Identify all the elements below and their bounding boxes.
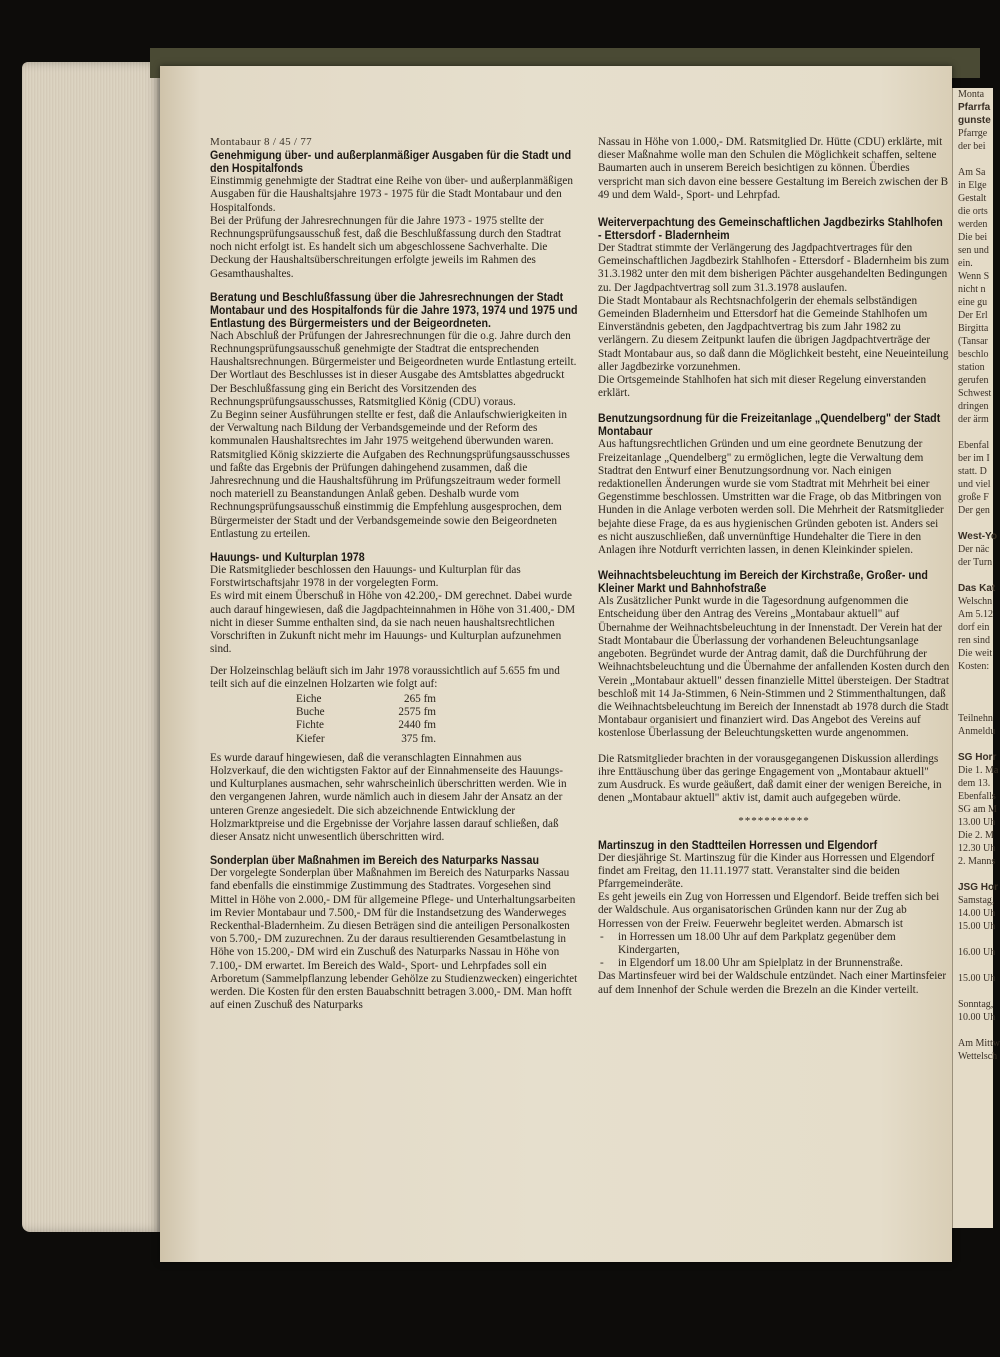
fragment-line: nicht n [958, 284, 986, 295]
paragraph: Der vorgelegte Sonderplan über Maßnahmen im Bereich des Naturparks Nassau fand ebenfalls die einstimmige Zustimmung des Stadtrates. Vorgesehen sind Mittel in Höhe von 2.000,- DM für allgemeine Pflege- und Unterhaltungsarbeiten im Revier Montabaur und 7.500,- DM für die Instandsetzung des Wanderweges Reckenthal-Bladernheim. Zu diesen Beträgen sind die anteiligen Personalkosten von 5.700,- DM zuzurechnen. Zu der daraus resultierenden Gesamtbelastung in Höhe von 15.200,- DM wird ein Zuschuß des Naturparks Nassau in Höhe von 7.100,- DM erwartet. Im Bereich des Wald-, Sport- und Lehrpfades soll ein Arboretum (Sammelpflanzung lebender Gehölze zu Studienzwecken) eingerichtet werden. Die Kosten für den ersten Bauabschnitt betragen 3.000,- DM. Man hofft auf einen Zuschuß des Naturparks [210, 867, 578, 1012]
paragraph: Der Beschlußfassung ging ein Bericht des Vorsitzenden des Rechnungsprüfungsausschusses, Ratsmitglied König (CDU) voraus. [210, 382, 516, 408]
paragraph: Es geht jeweils ein Zug von Horressen und Elgendorf. Beide treffen sich bei der Waldschule. Aus organisatorischen Gründen kann nur der Zug ab Horressen von der Freiw. Feuerwehr begleitet werden. Abmarsch ist [598, 891, 940, 930]
fragment-line [953, 985, 993, 998]
fragment-line: 2. Manns [958, 856, 996, 867]
section-weihnachtsbeleuchtung [598, 569, 950, 805]
section-genehmigung [210, 149, 580, 281]
fragment-line: Die 1. Ma [958, 765, 999, 776]
fragment-line: 15.00 Uh [958, 921, 996, 932]
adjacent-page-fragment [952, 88, 1000, 1228]
paragraph: Der Holzeinschlag beläuft sich im Jahr 1978 voraussichtlich auf 5.655 fm und teilt sich auf die einzelnen Holzarten wie folgt auf: [210, 664, 560, 690]
fragment-line: Das Kat [958, 583, 996, 594]
fragment-line [953, 699, 993, 712]
fragment-line: Schwest [958, 388, 992, 399]
fragment-line [953, 153, 993, 166]
fragment-line: 14.00 Uh [958, 908, 996, 919]
fragment-line: JSG Hor [958, 882, 999, 893]
section-heading: Beratung und Beschlußfassung über die Jahresrechnungen der Stadt Montabaur und des Hospitalfonds für die Jahre 1973, 1974 und 1975 und Entlastung des Bürgermeisters und der Beigeordneten. [210, 290, 578, 330]
fragment-line: Anmeldu [958, 726, 996, 737]
paragraph: Der Stadtrat stimmte der Verlängerung des Jagdpachtvertrages für den Gemeinschaftlichen Jagdbezirk Stahlhofen - Ettersdorf - Bladernheim bis zum 31.3.1982 unter den mit dem bisherigen Pächter ausgehandelten Bedingungen zu. Der Jagdpachtvertrag soll zum 31.3.1978 auslaufen. [598, 242, 950, 294]
paragraph: Nassau in Höhe von 1.000,- DM. Ratsmitglied Dr. Hütte (CDU) erklärte, mit dieser Maßnahme wolle man den Schulen die Möglichkeit schaffen, seltene Baumarten auch in unserem Bereich besichtigen zu können. Überdies verspricht man sich davon eine bessere Gestaltung im Bereich zwischen der B 49 und dem Wald-, Sport- und Lehrpfad. [598, 136, 949, 201]
section-heading: Benutzungsordnung für die Freizeitanlage „Quendelberg" der Stadt Montabaur [598, 412, 941, 439]
fragment-line: gerufen [958, 375, 989, 386]
fragment-line: große F [958, 492, 989, 503]
wood-table [296, 693, 580, 746]
paragraph: Aus haftungsrechtlichen Gründen und um eine geordnete Benutzung der Freizeitanlage „Quendelberg" zu ermöglichen, legte die Verwaltung dem Stadtrat den Entwurf einer Benutzungsordnung vor. Nach einigen redaktionellen Änderungen wurde sie vom Stadtrat mit Mehrheit bei einer Gegenstimme beschlossen. Umstritten war die Frage, ob das Mitbringen von Hunden in die Anlage verboten werden soll. Die Mehrheit der Ratsmitglieder bejahte diese Frage, da es aus hygienischen Gründen geboten ist. Anders sei es nicht auszuschließen, daß unvernünftige Hundehalter die Tiere in den Anlagen ihre Notdurft verrichten lassen, in denen Kleinkinder spielen. [598, 438, 944, 557]
fragment-line [953, 1024, 993, 1037]
fragment-line: Ebenfal [958, 440, 990, 451]
fragment-line: SG am M [958, 804, 997, 815]
wood-row: Eiche 265 fm [296, 692, 436, 705]
fragment-line: 10.00 Uh [958, 1012, 996, 1023]
section-sonderplan [210, 854, 580, 1012]
fragment-line: in Elge [958, 180, 987, 191]
fragment-line: West-Yo [958, 531, 998, 542]
fragment-line: 16.00 Uh [958, 947, 996, 958]
paragraph: Die Ratsmitglieder beschlossen den Hauungs- und Kulturplan für das Forstwirtschaftsjahr 1978 in der vorgelegten Form. [210, 564, 521, 590]
fragment-line [953, 868, 993, 881]
section-jagdbezirk [598, 216, 950, 400]
fragment-line: Samstag, [958, 895, 995, 906]
wood-row: Kiefer 375 fm. [296, 732, 436, 745]
fragment-line [953, 426, 993, 439]
fragment-line: die orts [958, 206, 988, 217]
fragment-line [953, 959, 993, 972]
fragment-line [953, 738, 993, 751]
fragment-line: Monta [958, 89, 985, 100]
fragment-line: Der näc [958, 544, 990, 555]
fragment-line: Sonntag, [958, 999, 994, 1010]
fragment-line: Der gen [958, 505, 990, 516]
fragment-line: dorf ein [958, 622, 990, 633]
fragment-line: dringen [958, 401, 989, 412]
section-heading: Genehmigung über- und außerplanmäßiger Ausgaben für die Stadt und den Hospitalfonds [210, 149, 572, 176]
paragraph: Einstimmig genehmigte der Stadtrat eine Reihe von über- und außerplanmäßigen Ausgaben für die Haushaltsjahre 1973 - 1975 für die Stadt Montabaur und den Hospitalfonds. [210, 175, 573, 214]
paragraph: Der diesjährige St. Martinszug für die Kinder aus Horressen und Elgendorf findet am Freitag, den 11.11.1977 statt. Veranstalter sind die beiden Pfarrgemeinderäte. [598, 851, 935, 890]
book-page-edges [22, 62, 162, 1232]
fragment-line [953, 517, 993, 530]
fragment-line: station [958, 362, 985, 373]
departure-list [598, 931, 950, 971]
section-heading: Hauungs- und Kulturplan 1978 [210, 551, 365, 565]
fragment-line: Gestalt [958, 193, 987, 204]
fragment-line: sen und [958, 245, 989, 256]
section-quendelberg [598, 412, 950, 557]
paragraph: Die Stadt Montabaur als Rechtsnachfolgerin der ehemals selbständigen Gemeinden Bladernheim und Ettersdorf hat die Gemeinde Stahlhofen um Einverständnis gebeten, den Jagdpachtvertrag bis zum Jahr 1982 zu verlängern. Zu diesem Zeitpunkt laufen die übrigen Jagdpachtverträge der Stadt Montabaur aus, so daß dann die Möglichkeit besteht, eine Neueinteilung aller Jagdbezirke vorzunehmen. [598, 294, 949, 373]
fragment-line: Die 2. M [958, 830, 994, 841]
paragraph: Bei der Prüfung der Jahresrechnungen für die Jahre 1973 - 1975 stellte der Rechnungsprüfungsausschuß fest, daß die Beschlußfassung durch den Stadtrat noch nicht erfolgt ist. Es handelt sich um abgeschlossene Sachverhalte. Die Deckung der Haushaltsüberschreitungen erfolgte jeweils im Rahmen des Gesamthaushaltes. [210, 214, 562, 280]
fragment-line: Am Mittw [958, 1038, 1000, 1049]
fragment-line: beschlo [958, 349, 989, 360]
section-martinszug [598, 839, 950, 997]
fragment-line: SG Horr [958, 752, 997, 763]
fragment-line [953, 933, 993, 946]
fragment-line: 13.00 Uh [958, 817, 996, 828]
fragment-line: Wettelsch [958, 1051, 998, 1062]
fragment-line [953, 569, 993, 582]
section-intro [598, 136, 950, 202]
wood-row: Buche 2575 fm [296, 706, 436, 719]
fragment-line: dem 13. [958, 778, 991, 789]
fragment-line: der Turn [958, 557, 993, 568]
fragment-line: Der Erl [958, 310, 988, 321]
paragraph: Es wird mit einem Überschuß in Höhe von 42.200,- DM gerechnet. Dabei wurde auch darauf hingewiesen, daß die Jagdpachteinnahmen in Höhe von 31.400,- DM nicht in dieser Summe enthalten sind, da sie nach neuen haushaltsrechtlichen Vorschriften in Zukunft nicht mehr im Hauungs- und Kulturplan aufzunehmen sind. [210, 590, 576, 656]
separator-stars: *********** [738, 815, 810, 828]
paragraph: Als Zusätzlicher Punkt wurde in die Tagesordnung aufgenommen die Entscheidung über den Antrag des Vereins „Montabaur aktuell" auf Übernahme der Weihnachtsbeleuchtung in der Innenstadt. Der Verein hat der Stadt Montabaur die Überlassung der vorhandenen Beleuchtungsanlage angeboten. Begründet wurde der Antrag damit, daß die Durchführung der Weihnachtsbeleuchtung und die Übernahme der anfallenden Kosten durch den Verein „Montabaur aktuell" dessen finanzielle Mittel übersteigen. Der Stadtrat beschloß mit 14 Ja-Stimmen, 6 Nein-Stimmen und 2 Stimmenthaltungen, daß die Weihnachtsbeleuchtung im Bereich der Innenstadt ab 1978 durch die Stadt Montabaur organisiert und finanziert wird. Das Angebot des Vereins auf kostenlose Überlassung der Beleuchtungsketten wurde angenommen. [598, 595, 950, 740]
section-jahresrechnungen [210, 291, 580, 541]
fragment-line [953, 686, 993, 699]
fragment-line: Kosten: [958, 661, 990, 672]
fragment-line: ren sind [958, 635, 990, 646]
fragment-line: und viel [958, 479, 991, 490]
fragment-line: ein. [958, 258, 973, 269]
section-hauungsplan [210, 551, 580, 844]
fragment-line: 12.30 Uh [958, 843, 996, 854]
list-item: - in Horressen um 18.00 Uhr auf dem Parkplatz gegenüber dem Kindergarten, [618, 931, 950, 957]
fragment-line: Wenn S [958, 271, 990, 282]
left-column [210, 136, 580, 1022]
paragraph: Nach Abschluß der Prüfungen der Jahresrechnungen für die o.g. Jahre durch den Rechnungsprüfungsausschuß genehmigte der Stadtrat die entsprechenden Haushaltsrechnungen. Bürgermeister und Beigeordneten wurde Entlastung erteilt. Der Wortlaut des Beschlusses ist in dieser Ausgabe des Amtsblattes abgedruckt [210, 329, 577, 382]
section-heading: Martinszug in den Stadtteilen Horressen und Elgendorf [598, 838, 878, 852]
fragment-line: Teilnehn [958, 713, 993, 724]
fragment-line: statt. D [958, 466, 987, 477]
paragraph: Das Martinsfeuer wird bei der Waldschule entzündet. Nach einer Martinsfeier auf dem Innenhof der Schule werden die Brezeln an die Kinder verteilt. [598, 970, 947, 996]
fragment-line [953, 673, 993, 686]
fragment-line: ber im I [958, 453, 990, 464]
section-heading: Sonderplan über Maßnahmen im Bereich des Naturparks Nassau [210, 854, 539, 868]
paragraph: Zu Beginn seiner Ausführungen stellte er fest, daß die Anlaufschwierigkeiten in der Verwaltung nach Bildung der Verbandsgemeinde und der Reform des kommunalen Haushaltsrechtes im Jahr 1975 weitgehend überwunden waren. Ratsmitglied König skizzierte die Aufgaben des Rechnungsprüfungsausschusses und faßte das Ergebnis der Prüfungen dahingehend zusammen, daß die Jahresrechnung und die Haushaltsführung im Prüfungszeitraum weder formell noch materiell zu Beanstandungen Anlaß geben. Deshalb wurde vom Rechnungsprüfungsausschuß einstimmig die Empfehlung ausgesprochen, dem Bürgermeister der Stadt und der Verbandsgemeinde sowie den Beigeordneten Entlastung zu erteilen. [210, 409, 570, 540]
fragment-line: Pfarrfa [958, 102, 991, 113]
fragment-line: der ärm [958, 414, 989, 425]
wood-row: Fichte 2440 fm [296, 719, 436, 732]
fragment-line: Am Sa [958, 167, 986, 178]
page-reference: Montabaur 8 / 45 / 77 [210, 136, 312, 148]
fragment-line: Birgitta [958, 323, 989, 334]
fragment-line: werden [958, 219, 988, 230]
fragment-line: gunste [958, 115, 991, 126]
paragraph: Die Ratsmitglieder brachten in der vorausgegangenen Diskussion allerdings ihre Enttäuschung über das geringe Engagement von „Montabaur aktuell" zum Ausdruck. Es wurde geäußert, daß damit einer der wenigen Bereiche, in denen „Montabaur aktuell" aktiv ist, damit auch aufgegeben würde. [598, 752, 942, 805]
fragment-line: Am 5.12 [958, 609, 993, 620]
fragment-line: der bei [958, 141, 986, 152]
fragment-line: Die weit [958, 648, 993, 659]
fragment-line: Die bei [958, 232, 988, 243]
fragment-line: Welschn [958, 596, 993, 607]
fragment-line: Ebenfalls [958, 791, 996, 802]
right-column [598, 136, 950, 1007]
fragment-line: Pfarrge [958, 128, 988, 139]
list-item: - in Elgendorf um 18.00 Uhr am Spielplatz in der Brunnenstraße. [618, 957, 950, 970]
fragment-line: 15.00 Uh [958, 973, 996, 984]
section-heading: Weihnachtsbeleuchtung im Bereich der Kirchstraße, Großer- und Kleiner Markt und Bahnhofstraße [598, 569, 928, 596]
fragment-line: eine gu [958, 297, 988, 308]
paragraph: Die Ortsgemeinde Stahlhofen hat sich mit dieser Regelung einverstanden erklärt. [598, 374, 927, 400]
section-heading: Weiterverpachtung des Gemeinschaftlichen Jagdbezirks Stahlhofen - Ettersdorf - Bladernheim [598, 216, 943, 243]
fragment-line: (Tansar [958, 336, 988, 347]
paragraph: Es wurde darauf hingewiesen, daß die veranschlagten Einnahmen aus Holzverkauf, die den wichtigsten Faktor auf der Einnahmenseite des Hauungs- und Kulturplanes ausmachen, sehr wahrscheinlich überschritten werden. Wie in den vergangenen Jahren, wurde nämlich auch in diesem Jahr der Ansatz an der unteren Grenze angesiedelt. Die sich abzeichnende Entwicklung der Holzmarktpreise und die Ergebnisse der Vorjahre lassen darauf schließen, daß dieser Ansatz nicht unwesentlich überschritten wird. [210, 751, 567, 843]
